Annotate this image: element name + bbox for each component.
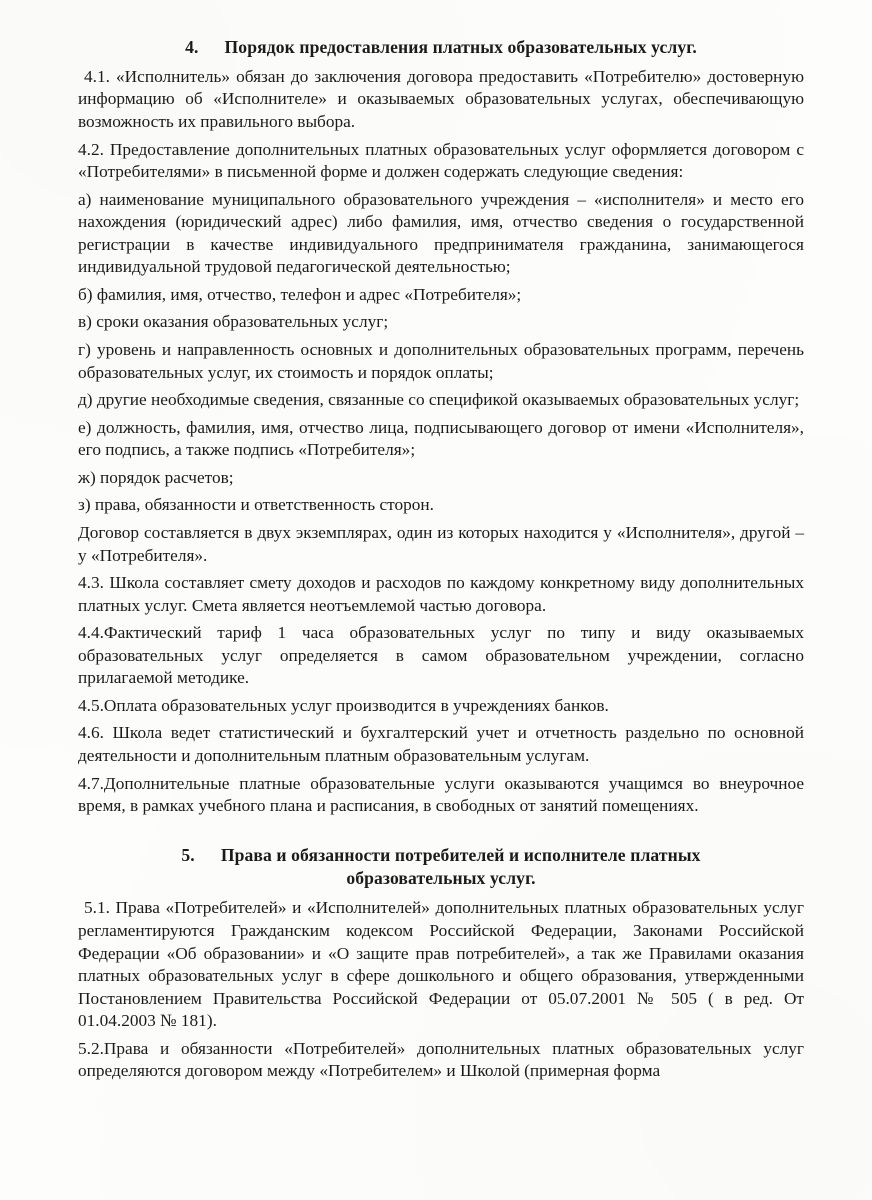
paragraph-4-1: 4.1. «Исполнитель» обязан до заключения договора предоставить «Потребителю» достоверную информацию об «Исполнителе» и оказываемых образовательных услугах, обеспечивающую возможность их правильного выбора. <box>78 66 804 131</box>
paragraph-4-2-item-a: а) наименование муниципального образовательного учреждения – «исполнителя» и место его нахождения (юридический адрес) либо фамилия, имя, отчество сведения о государственной регистрации в качестве индивидуального предпринимателя гражданина, занимающегося индивидуальной трудовой педагогической деятельностью; <box>78 189 804 277</box>
document-body <box>78 36 804 1109</box>
paragraph-contract-copies: Договор составляется в двух экземплярах, один из которых находится у «Исполнителя», другой – у «Потребителя». <box>78 522 804 565</box>
paragraph-5-2: 5.2.Права и обязанности «Потребителей» дополнительных платных образовательных услуг определяются договором между «Потребителем» и Школой (примерная форма <box>78 1038 804 1081</box>
paragraph-4-3: 4.3. Школа составляет смету доходов и расходов по каждому конкретному виду дополнительных платных услуг. Смета является неотъемлемой частью договора. <box>78 573 804 615</box>
paragraph-4-2-item-e: е) должность, фамилия, имя, отчество лица, подписывающего договор от имени «Исполнителя», его подпись, а также подпись «Потребителя»; <box>78 417 804 460</box>
paragraph-4-2-item-v: в) сроки оказания образовательных услуг; <box>78 312 389 332</box>
paragraph-4-4: 4.4.Фактический тариф 1 часа образовательных услуг по типу и виду оказываемых образовательных услуг определяется в самом образовательном учреждении, согласно прилагаемой методике. <box>78 623 804 688</box>
page-bottom-margin <box>78 1083 804 1109</box>
paragraph-4-2-item-z: з) права, обязанности и ответственность сторон. <box>78 495 434 515</box>
paragraph-4-2: 4.2. Предоставление дополнительных платных образовательных услуг оформляется договором с «Потребителями» в письменной форме и должен содержать следующие сведения: <box>78 139 804 182</box>
section-title-5: Права и обязанности потребителей и исполнителе платных образовательных услуг. <box>220 844 701 888</box>
paragraph-4-2-item-zh: ж) порядок расчетов; <box>78 467 234 487</box>
paragraph-4-2-item-g: г) уровень и направленность основных и дополнительных образовательных программ, перечень образовательных услуг, их стоимость и порядок оплаты; <box>78 340 804 382</box>
paragraph-4-6: 4.6. Школа ведет статистический и бухгалтерский учет и отчетность раздельно по основной деятельности и дополнительным платным образовательным услугам. <box>78 723 804 766</box>
section-heading-4 <box>78 36 804 59</box>
paragraph-5-1: 5.1. Права «Потребителей» и «Исполнителей» дополнительных платных образовательных услуг регламентируются Гражданским кодексом Российской Федерации, Законами Российской Федерации «Об образовании» и «О защите прав потребителей», а так же Правилами оказания платных образовательных услуг в сфере дошкольного и общего образования, утвержденными Постановлением Правительства Российской Федерации от 05.07.2001 № 505 ( в ред. От 01.04.2003 № 181). <box>78 898 804 1031</box>
paragraph-4-5: 4.5.Оплата образовательных услуг производится в учреждениях банков. <box>78 695 609 715</box>
paragraph-4-7: 4.7.Дополнительные платные образовательные услуги оказываются учащимся во внеурочное время, в рамках учебного плана и расписания, в свободных от занятий помещениях. <box>78 773 804 816</box>
paragraph-4-2-item-b: б) фамилия, имя, отчество, телефон и адрес «Потребителя»; <box>78 284 522 304</box>
section-number-5: 5. <box>181 844 195 865</box>
section-title-4: Порядок предоставления платных образовательных услуг. <box>224 37 697 57</box>
paragraph-4-2-item-d: д) другие необходимые сведения, связанные со спецификой оказываемых образовательных услуг; <box>78 390 800 410</box>
section-number-4: 4. <box>185 37 199 57</box>
section-heading-5 <box>78 844 804 890</box>
